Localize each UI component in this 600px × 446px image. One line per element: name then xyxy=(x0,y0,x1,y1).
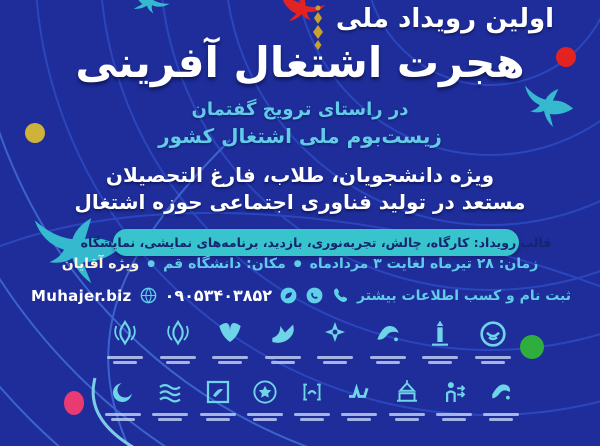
sponsor-caption-line xyxy=(158,418,182,421)
sponsor-logo-geometric-flower xyxy=(312,318,358,364)
star-badge-icon xyxy=(250,377,280,407)
orbit-dot-green xyxy=(520,335,544,359)
sponsor-caption-line xyxy=(442,418,466,421)
iran-emblem-b-icon xyxy=(162,318,194,350)
sponsor-caption-line xyxy=(294,413,330,416)
sponsor-caption-line xyxy=(111,418,135,421)
sponsor-caption-line xyxy=(271,361,295,364)
website-link[interactable]: Muhajer.biz xyxy=(31,286,132,305)
tagline-line1: در راستای ترویج گفتمان xyxy=(191,99,409,120)
separator-dot: ● xyxy=(293,259,302,269)
sponsor-caption-line xyxy=(323,361,347,364)
sponsor-caption-line xyxy=(489,418,513,421)
whatsapp-icon[interactable] xyxy=(305,286,324,305)
calligraphy-icon xyxy=(372,318,404,350)
sponsor-logo-waves xyxy=(147,377,193,421)
sponsor-caption-line xyxy=(160,356,196,359)
sponsor-caption-line xyxy=(376,361,400,364)
sponsor-logo-iran-emblem-a xyxy=(102,318,148,364)
sponsor-caption-line xyxy=(107,356,143,359)
orbit-dot-pink xyxy=(64,391,84,415)
sponsor-logo-framed-bird xyxy=(195,377,241,421)
event-format-text: قالب رویداد: کارگاه، چالش، تجربه‌نوری، بازدید، برنامه‌های نمایشی، نمایشگاه xyxy=(80,235,552,250)
event-format-pill xyxy=(80,229,552,256)
sponsor-caption-line xyxy=(475,356,511,359)
geometric-flower-icon xyxy=(319,318,351,350)
event-kicker: اولین رویداد ملی xyxy=(335,4,555,34)
sponsor-logo-shrine xyxy=(384,377,430,421)
registration-cta[interactable]: ثبت نام و کسب اطلاعات بیشتر xyxy=(357,287,572,304)
sponsor-logo-hands-circle xyxy=(470,318,516,364)
sponsor-logo-row-2 xyxy=(100,377,524,421)
sponsor-logo-calligraphy-2 xyxy=(478,377,524,421)
globe-icon xyxy=(139,286,158,305)
calligraphy-2-icon xyxy=(486,377,516,407)
contact-row xyxy=(31,286,572,305)
hands-circle-icon xyxy=(477,318,509,350)
audience-line1: ویژه دانشجویان، طلاب، فارغ التحصیلان xyxy=(105,163,495,187)
person-arrows-icon xyxy=(439,377,469,407)
sponsor-caption-line xyxy=(422,356,458,359)
iran-emblem-a-icon xyxy=(109,318,141,350)
sponsor-caption-line xyxy=(436,413,472,416)
sponsor-caption-line xyxy=(247,413,283,416)
framed-bird-icon xyxy=(203,377,233,407)
waves-icon xyxy=(155,377,185,407)
phone-handset-icon xyxy=(331,286,350,305)
sponsor-caption-line xyxy=(347,418,371,421)
observatory-tower-icon xyxy=(424,318,456,350)
hand-dove-icon xyxy=(267,318,299,350)
sponsor-logo-crescent xyxy=(100,377,146,421)
sponsor-caption-line xyxy=(483,413,519,416)
bracket-wordmark-icon xyxy=(297,377,327,407)
time-label: زمان: ۲۸ تیرماه لغایت ۳ مردادماه xyxy=(309,256,539,272)
schedule-row xyxy=(61,256,539,272)
audience-badge: ویژه آقایان xyxy=(61,256,140,272)
location-label: مکان: دانشگاه قم xyxy=(163,256,286,272)
sponsor-caption-line xyxy=(218,361,242,364)
sponsor-logo-observatory-tower xyxy=(417,318,463,364)
sponsor-logo-kara-wordmark xyxy=(336,377,382,421)
sponsor-caption-line xyxy=(317,356,353,359)
sponsor-logo-bracket-wordmark xyxy=(289,377,335,421)
sponsor-caption-line xyxy=(166,361,190,364)
sponsor-caption-line xyxy=(428,361,452,364)
sponsor-logo-eagle-book xyxy=(207,318,253,364)
sponsor-caption-line xyxy=(206,418,230,421)
crescent-icon xyxy=(108,377,138,407)
kara-wordmark-icon xyxy=(344,377,374,407)
eagle-book-icon xyxy=(214,318,246,350)
sponsor-caption-line xyxy=(212,356,248,359)
sponsor-caption-line xyxy=(389,413,425,416)
sponsor-logo-person-arrows xyxy=(431,377,477,421)
sponsor-caption-line xyxy=(253,418,277,421)
sponsor-caption-line xyxy=(300,418,324,421)
tagline-line2: زیست‌بوم ملی اشتغال کشور xyxy=(158,124,442,148)
event-main-title: هجرت اشتغال آفرینی xyxy=(75,38,525,87)
sponsor-caption-line xyxy=(341,413,377,416)
swallow-bird-left-icon xyxy=(35,218,121,283)
sponsor-caption-line xyxy=(105,413,141,416)
sponsor-caption-line xyxy=(370,356,406,359)
sponsor-caption-line xyxy=(113,361,137,364)
sponsor-logo-star-badge xyxy=(242,377,288,421)
sponsor-logo-iran-emblem-b xyxy=(155,318,201,364)
separator-dot: ● xyxy=(147,259,156,269)
phone-number[interactable]: ۰۹۰۵۳۴۰۳۸۵۲ xyxy=(164,286,273,305)
orbit-dot-yellow xyxy=(25,123,45,143)
sponsor-caption-line xyxy=(152,413,188,416)
sponsor-logo-calligraphy xyxy=(365,318,411,364)
audience-line2: مستعد در تولید فناوری اجتماعی حوزه اشتغال xyxy=(74,190,526,214)
sponsor-caption-line xyxy=(265,356,301,359)
sponsor-caption-line xyxy=(481,361,505,364)
sponsor-logo-row-1 xyxy=(102,318,516,364)
eitaa-icon[interactable] xyxy=(279,286,298,305)
sponsor-caption-line xyxy=(395,418,419,421)
sponsor-caption-line xyxy=(200,413,236,416)
sponsor-logo-hand-dove xyxy=(260,318,306,364)
shrine-icon xyxy=(392,377,422,407)
